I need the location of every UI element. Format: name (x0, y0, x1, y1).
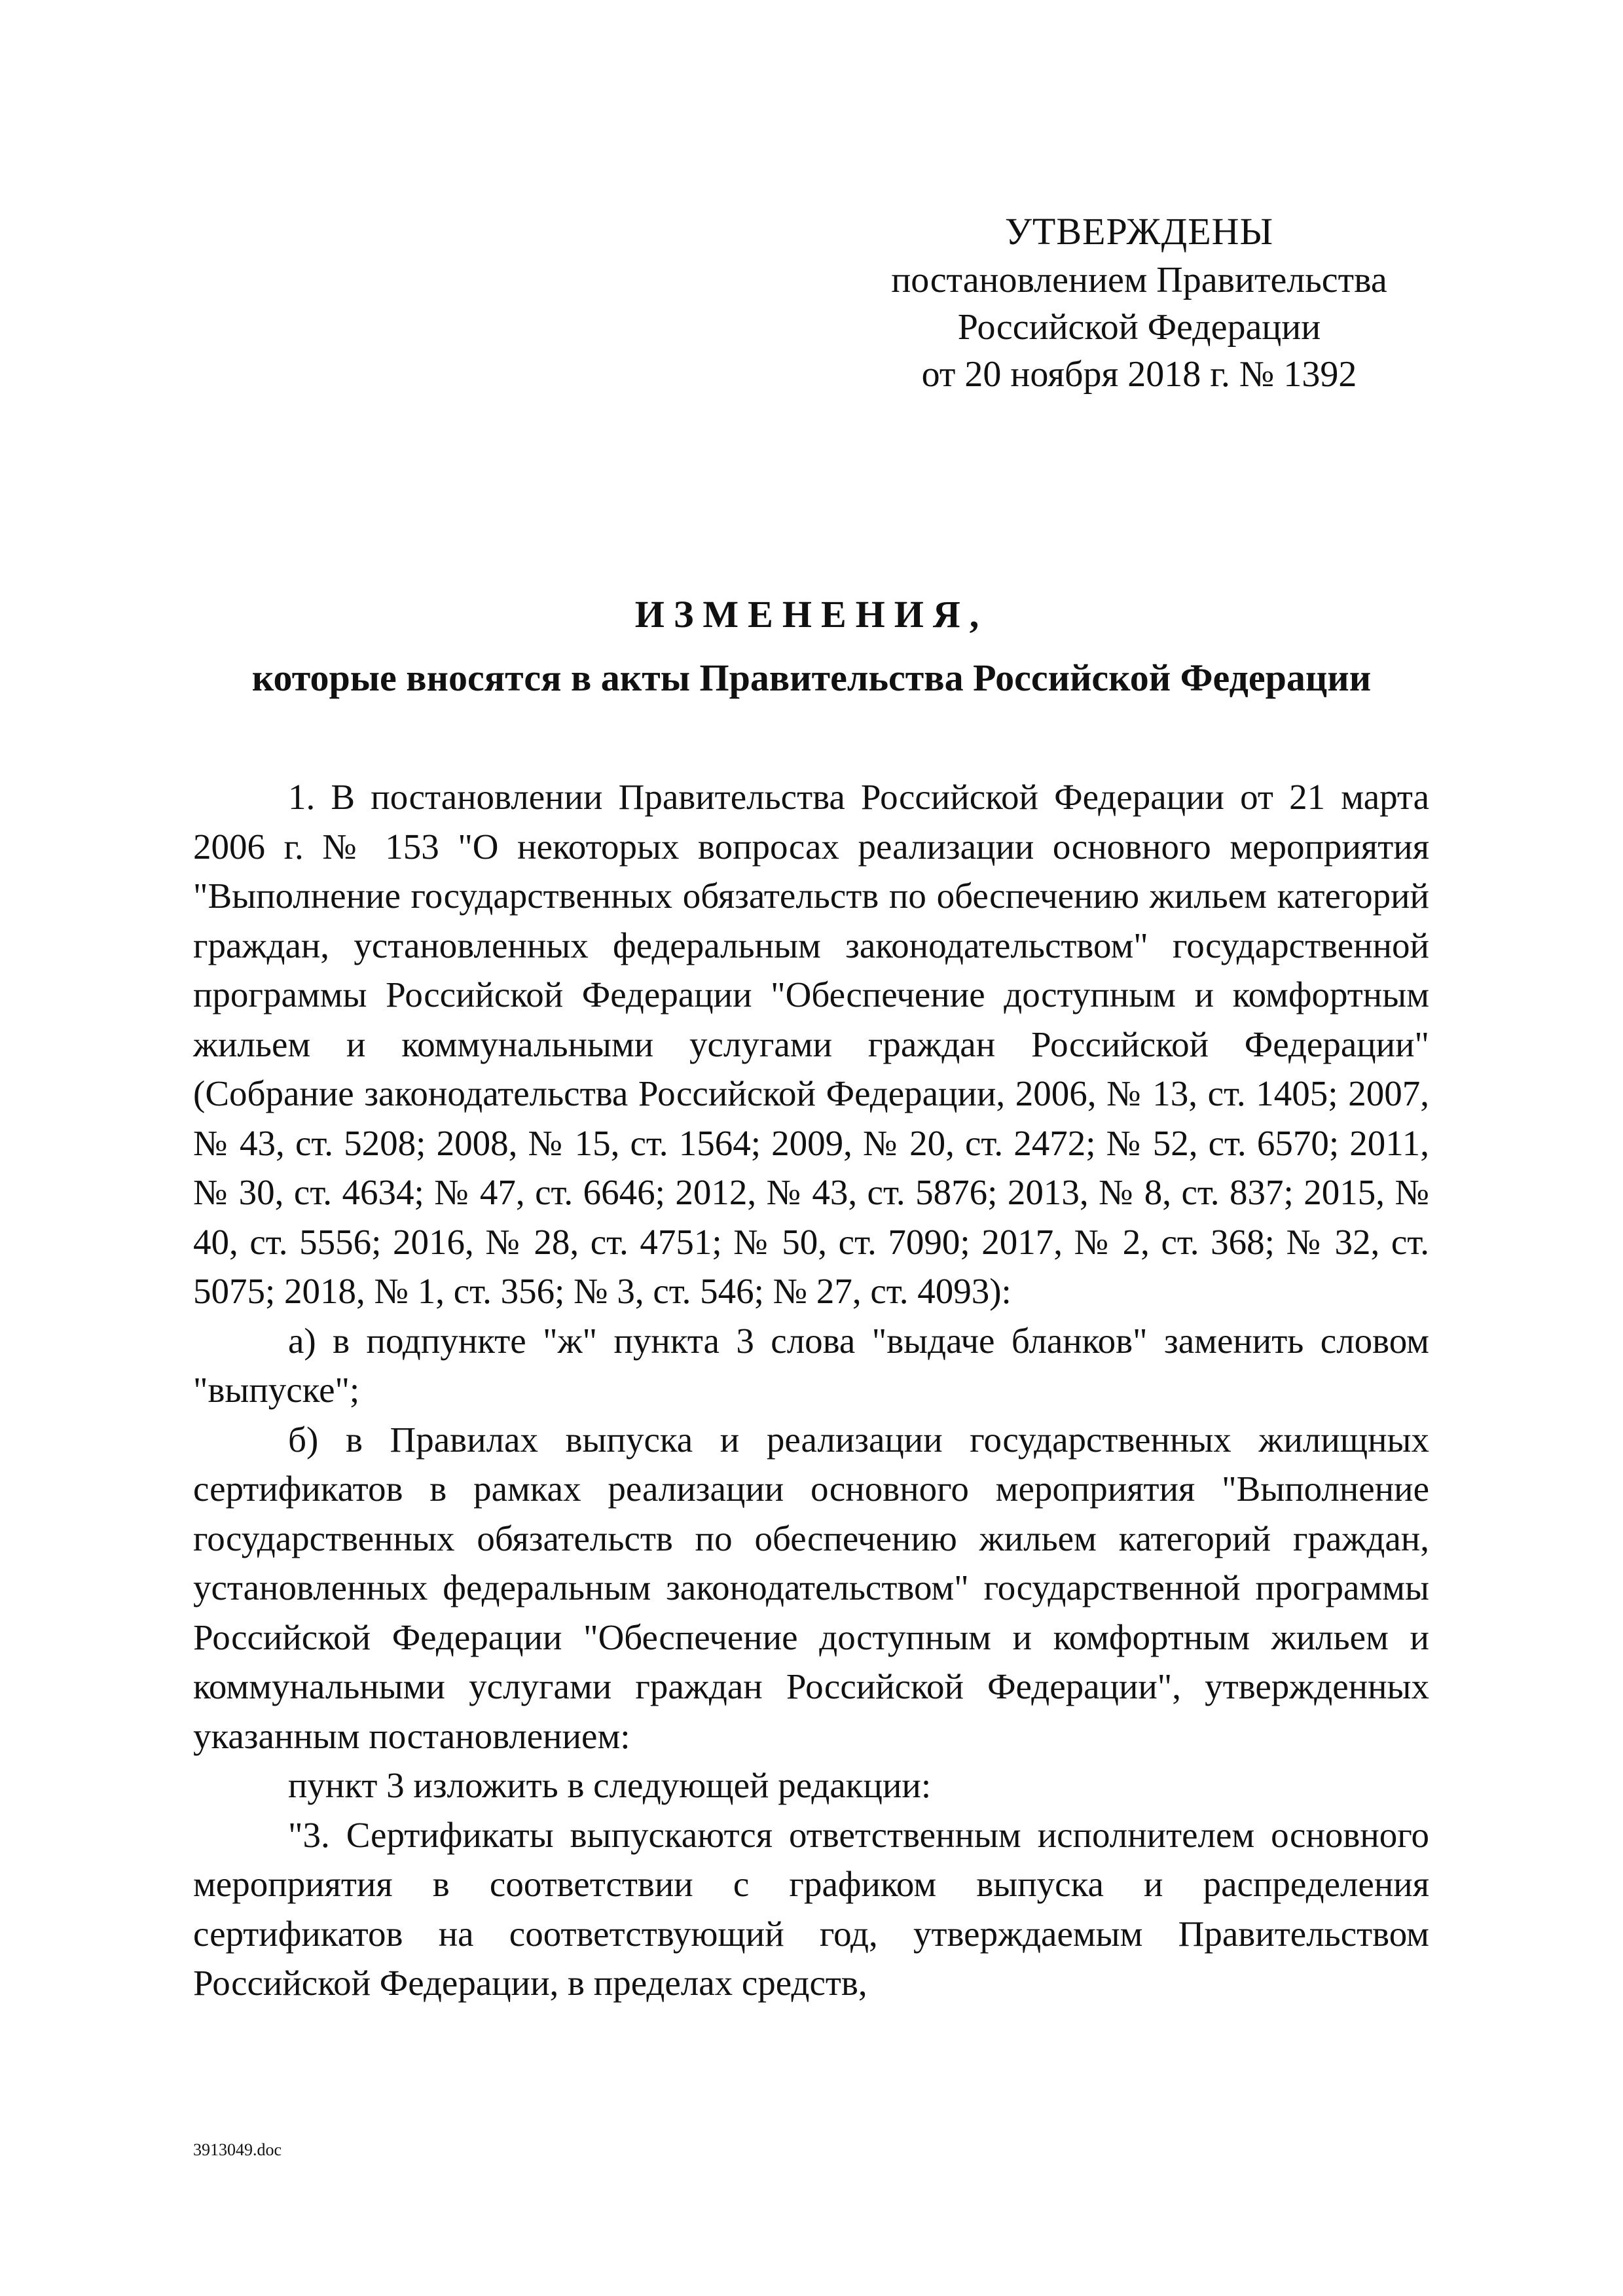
approval-line-2: Российской Федерации (957, 307, 1321, 348)
approval-stamp (845, 208, 1434, 398)
paragraph-1: 1. В постановлении Правительства Российской Федерации от 21 марта 2006 г. № 153 "О некоторых вопросах реализации основного мероприятия "Выполнение государственных обязательств по обеспечению жильем категорий граждан, установленных федеральным законодательством" государственной программы Российской Федерации "Обеспечение доступным и комфортным жильем и коммунальными услугами граждан Российской Федерации" (Собрание законодательства Российской Федерации, 2006, № 13, ст. 1405; 2007, № 43, ст. 5208; 2008, № 15, ст. 1564; 2009, № 20, ст. 2472; № 52, ст. 6570; 2011, № 30, ст. 4634; № 47, ст. 6646; 2012, № 43, ст. 5876; 2013, № 8, ст. 837; 2015, № 40, ст. 5556; 2016, № 28, ст. 4751; № 50, ст. 7090; 2017, № 2, ст. 368; № 32, ст. 5075; 2018, № 1, ст. 356; № 3, ст. 546; № 27, ст. 4093): (193, 777, 1429, 1311)
paragraph-point-3-intro: пункт 3 изложить в следующей редакции: (288, 1765, 932, 1805)
file-name-footer: 3913049.doc (193, 2140, 282, 2159)
document-body (193, 772, 1429, 2008)
approval-line-1: постановлением Правительства (891, 260, 1387, 300)
approval-line-3: от 20 ноября 2018 г. № 1392 (921, 354, 1357, 395)
approval-heading: УТВЕРЖДЕНЫ (1004, 210, 1274, 253)
document-subtitle: которые вносятся в акты Правительства Российской Федерации (251, 656, 1372, 699)
document-title: ИЗМЕНЕНИЯ, (634, 593, 989, 636)
paragraph-a: а) в подпункте "ж" пункта 3 слова "выдаче бланков" заменить словом "выпуске"; (193, 1320, 1429, 1410)
paragraph-point-3-text: "3. Сертификаты выпускаются ответственным исполнителем основного мероприятия в соответствии с графиком выпуска и распределения сертификатов на соответствующий год, утверждаемым Правительством Российской Федерации, в пределах средств, (193, 1814, 1429, 2003)
paragraph-b: б) в Правилах выпуска и реализации государственных жилищных сертификатов в рамках реализации основного мероприятия "Выполнение государственных обязательств по обеспечению жильем категорий граждан, установленных федеральным законодательством" государственной программы Российской Федерации "Обеспечение доступным и комфортным жильем и коммунальными услугами граждан Российской Федерации", утвержденных указанным постановлением: (193, 1419, 1429, 1756)
